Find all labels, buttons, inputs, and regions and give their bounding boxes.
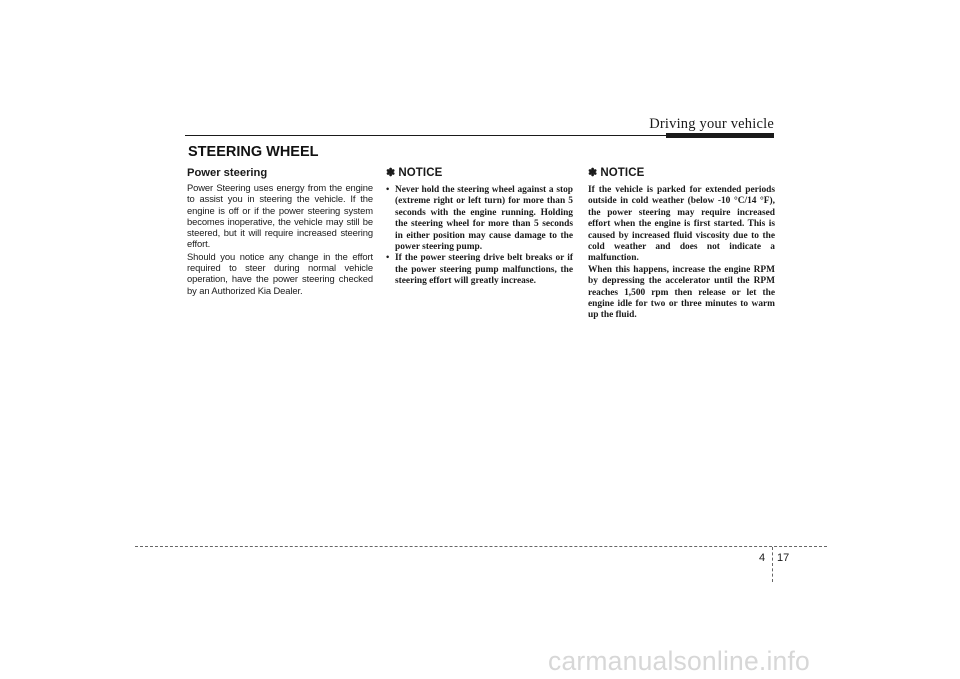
notice-2-paragraph-1: If the vehicle is parked for extended periods outside in cold weather (below -10 °C/14 °F), the power steering may require increased effort when the engine is first started. This is caused by increased fluid viscosity due to the cold weather and does not indicate a malfunction. xyxy=(588,185,775,264)
notice-2-paragraph-2: When this happens, increase the engine RPM by depressing the accelerator until the RPM reaches 1,500 rpm then release or let the engine idle for two or three minutes to warm up the fluid. xyxy=(588,264,775,321)
notice-item-text: Never hold the steering wheel against a stop (extreme right or left turn) for more than 5 seconds with the engine running. Holding the steering wheel for more than 5 seconds in either position may cause damage to the power steering pump. xyxy=(395,185,573,253)
page-header-title: Driving your vehicle xyxy=(649,116,774,132)
power-steering-heading: Power steering xyxy=(187,167,268,179)
bullet-icon: • xyxy=(386,185,390,195)
notice-list-item xyxy=(386,253,573,287)
notice-star-icon: ✽ xyxy=(588,167,598,179)
chapter-number: 4 xyxy=(759,552,766,564)
power-steering-paragraph-1: Power Steering uses energy from the engine to assist you in steering the vehicle. If the engine is off or if the power steering system becomes inoperative, the vehicle may still be steered, but it will require increased steering effort. xyxy=(187,182,373,250)
power-steering-paragraph-2: Should you notice any change in the effort required to steer during normal vehicle operation, have the power steering checked by an Authorized Kia Dealer. xyxy=(187,250,373,296)
bullet-icon: • xyxy=(386,253,390,264)
notice-heading-label: NOTICE xyxy=(398,167,443,179)
footer-rule xyxy=(135,546,827,547)
column-power-steering xyxy=(187,167,373,297)
page-number-divider xyxy=(772,547,773,582)
notice-heading-1 xyxy=(386,167,573,179)
notice-list xyxy=(386,185,573,288)
page-number: 17 xyxy=(777,552,790,564)
notice-heading-2 xyxy=(588,167,775,179)
section-heading: STEERING WHEEL xyxy=(188,144,319,160)
notice-item-text: If the power steering drive belt breaks or if the power steering pump malfunctions, the steering effort will greatly increase. xyxy=(395,253,573,287)
notice-star-icon: ✽ xyxy=(386,167,396,179)
notice-list-item xyxy=(386,185,573,253)
notice-heading-label: NOTICE xyxy=(600,167,645,179)
header-rule-accent xyxy=(666,133,774,138)
header-rule xyxy=(185,135,667,136)
notice-box-2 xyxy=(588,167,775,322)
watermark-text: carmanualsonline.info xyxy=(548,646,810,676)
notice-box-1 xyxy=(386,167,573,288)
